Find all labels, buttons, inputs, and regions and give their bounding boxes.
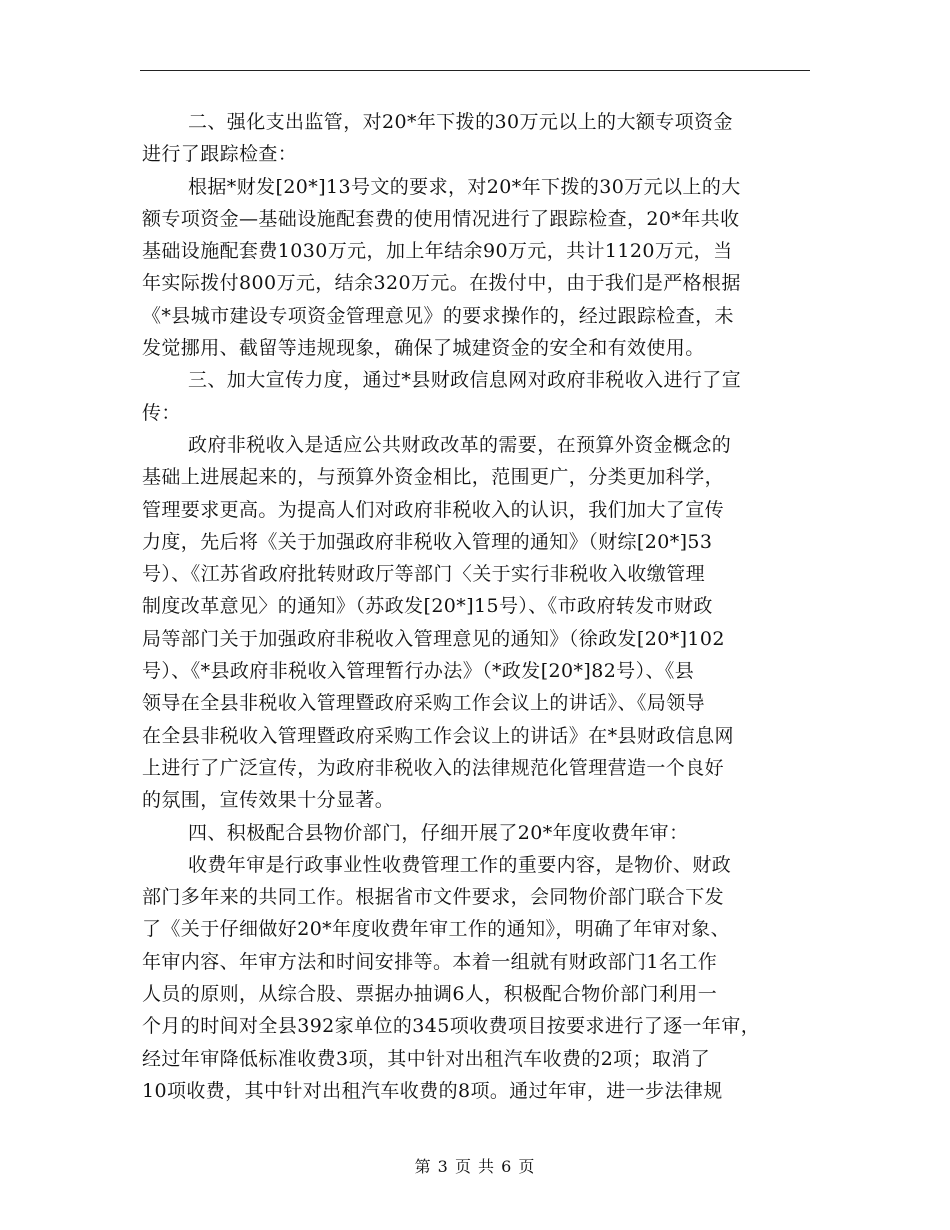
page-number: 第 3 页 共 6 页 — [414, 1157, 536, 1176]
text-line: 传： — [142, 401, 181, 424]
text-line: 收费年审是行政事业性收费管理工作的重要内容，是物价、财政 — [188, 853, 732, 876]
text-line: 基础设施配套费1030万元，加上年结余90万元，共计1120万元，当 — [142, 240, 733, 263]
text-line: 在全县非税收入管理暨政府采购工作会议上的讲话》在*县财政信息网 — [142, 724, 734, 747]
text-line: 基础上进展起来的，与预算外资金相比，范围更广，分类更加科学， — [142, 466, 725, 489]
text-line: 管理要求更高。为提高人们对政府非税收入的认识，我们加大了宣传 — [142, 498, 725, 521]
text-line: 领导在全县非税收入管理暨政府采购工作会议上的讲话》、《局领导 — [142, 692, 706, 715]
document-body — [142, 106, 810, 1107]
text-line: 号）、《江苏省政府批转财政厅等部门〈关于实行非税收入收缴管理 — [142, 563, 706, 586]
text-line: 三、加大宣传力度，通过*县财政信息网对政府非税收入进行了宣 — [188, 369, 742, 392]
text-line: 经过年审降低标准收费3项，其中针对出租汽车收费的2项；取消了 — [142, 1047, 711, 1070]
text-line: 进行了跟踪检查： — [142, 143, 298, 166]
text-line: 二、强化支出监管，对20*年下拨的30万元以上的大额专项资金 — [188, 111, 733, 133]
text-line: 年实际拨付800万元，结余320万元。在拨付中，由于我们是严格根据 — [142, 272, 741, 295]
header-rule — [140, 70, 810, 71]
text-line: 政府非税收入是适应公共财政改革的需要，在预算外资金概念的 — [188, 433, 732, 456]
text-line: 人员的原则，从综合股、票据办抽调6人，积极配合物价部门利用一 — [142, 983, 718, 1006]
text-line: 上进行了广泛宣传，为政府非税收入的法律规范化管理营造一个良好 — [142, 756, 725, 779]
text-line: 了《关于仔细做好20*年度收费年审工作的通知》，明确了年审对象、 — [142, 918, 730, 941]
text-line: 的氛围，宣传效果十分显著。 — [142, 789, 395, 812]
text-line: 《*县城市建设专项资金管理意见》的要求操作的，经过跟踪检查，未 — [142, 304, 734, 327]
text-line: 年审内容、年审方法和时间安排等。本着一组就有财政部门1名工作 — [142, 950, 718, 973]
text-line: 局等部门关于加强政府非税收入管理意见的通知》（徐政发[20*]102 — [142, 627, 725, 650]
text-line: 个月的时间对全县392家单位的345项收费项目按要求进行了逐一年审， — [142, 1015, 761, 1038]
text-line: 部门多年来的共同工作。根据省市文件要求，会同物价部门联合下发 — [142, 886, 725, 909]
text-line: 额专项资金—基础设施配套费的使用情况进行了跟踪检查，20*年共收 — [142, 207, 740, 230]
text-line: 制度改革意见〉的通知》（苏政发[20*]15号）、《市政府转发市财政 — [142, 595, 713, 618]
text-line: 四、积极配合县物价部门，仔细开展了20*年度收费年审： — [188, 821, 689, 844]
text-line: 根据*财发[20*]13号文的要求，对20*年下拨的30万元以上的大 — [188, 175, 741, 198]
text-line: 10项收费，其中针对出租汽车收费的8项。通过年审，进一步法律规 — [142, 1079, 723, 1102]
text-line: 号）、《*县政府非税收入管理暂行办法》（*政发[20*]82号）、《县 — [142, 660, 695, 683]
text-line: 发觉挪用、截留等违规现象，确保了城建资金的安全和有效使用。 — [142, 337, 705, 360]
text-line: 力度，先后将《关于加强政府非税收入管理的通知》（财综[20*]53 — [142, 530, 713, 553]
